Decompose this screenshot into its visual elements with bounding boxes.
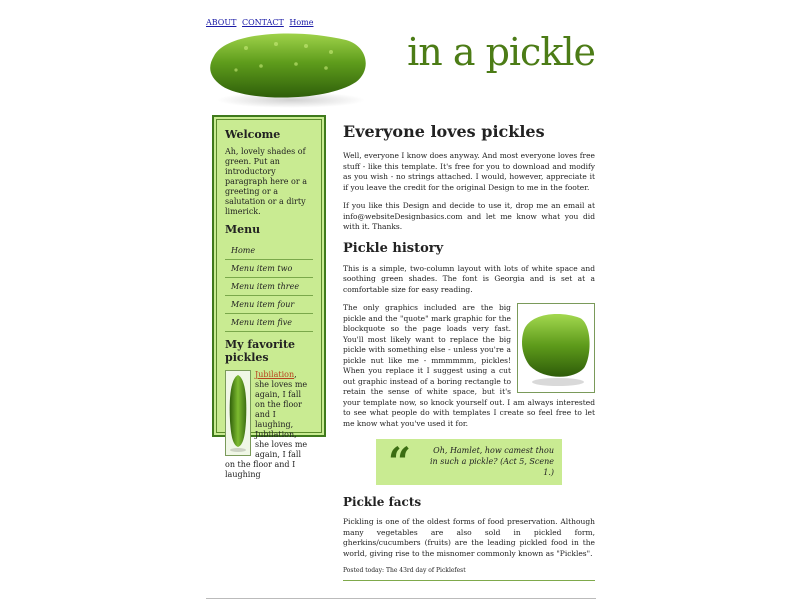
facts-paragraph: Pickling is one of the oldest forms of food preservation. Although many vegetables are also sold in pickled form, gherkins/cucumbers (fruits) are the leading pickled food in the world, giving rise to the misnomer commonly known as "Pickles". (343, 517, 595, 558)
history-paragraph-1: This is a simple, two-column layout with lots of white space and soothing green shades. The font is Georgia and is set at a comfortable size for easy reading. (343, 263, 595, 294)
posted-date: Posted today: The 43rd day of Picklefest (343, 567, 466, 574)
welcome-heading: Welcome (225, 128, 281, 141)
menu-heading: Menu (225, 223, 261, 236)
post-divider (343, 580, 595, 581)
favorite-pickles-heading: My favorite pickles (225, 338, 296, 364)
favorite-pickles-text: , she loves me again, I fall on the floor and I laughing, Jubilation, she loves me again, I fall on the floor and I laughing (225, 370, 308, 479)
history-paragraph-2: The only graphics included are the big pickle and the "quote" mark graphic for the blockquote so the page loads very fast. You'll most likely want to replace the big pickle with something else - unless you're a pickle nut like me - mmmmmm, pickles! When you replace it I suggest using a cut out graphic instead of a boring rectangle to retain the sense of white space, but it's your template now, so knock yourself out. I am always interested to see what people do with templates I create so feel free to let me know what you've used it for. (343, 303, 595, 428)
pickle-facts-heading: Pickle facts (343, 495, 422, 509)
sidebar (212, 115, 326, 479)
sidebar-inner (216, 119, 322, 479)
menu-item-two[interactable]: Menu item two (225, 260, 313, 278)
intro-paragraph-2: If you like this Design and decide to use it, drop me an email at info@websiteDesignbasics.com and let me know what you did with it. Thanks. (343, 201, 595, 231)
footer-divider (206, 598, 596, 599)
intro-paragraph-1: Well, everyone I know does anyway. And most everyone loves free stuff - like this template. It's free for you to download and modify as you wish - no strings attached. I would, however, appreciate it if you leave the credit for the original Design to me in the footer. (343, 151, 595, 192)
hero-pickle-image (206, 26, 371, 106)
menu-item-five[interactable]: Menu item five (225, 314, 313, 332)
quote-text: Oh, Hamlet, how camest thou in such a pickle? (Act 5, Scene 1.) (429, 446, 554, 477)
pickle-history-heading: Pickle history (343, 240, 444, 256)
jubilation-link[interactable]: Jubilation (255, 370, 295, 379)
small-pickle-image (225, 370, 251, 456)
sidebar-menu (225, 242, 313, 332)
welcome-text: Ah, lovely shades of green. Put an introductory paragraph here or a greeting or a salutation or a dirty limerick. (225, 147, 307, 216)
main-content (343, 122, 595, 581)
nav-link-about[interactable]: ABOUT (206, 18, 237, 27)
favorite-pickles-block (225, 370, 313, 480)
main-heading: Everyone loves pickles (343, 122, 545, 141)
hamlet-blockquote (376, 439, 562, 485)
nav-link-contact[interactable]: CONTACT (242, 18, 284, 27)
menu-item-home[interactable]: Home (225, 242, 313, 260)
quote-mark-icon: “ (388, 439, 412, 486)
pickle-inline-image (517, 303, 595, 393)
site-title: in a pickle (407, 30, 595, 74)
nav-link-home[interactable]: Home (289, 18, 314, 27)
menu-item-four[interactable]: Menu item four (225, 296, 313, 314)
history-paragraph-2-wrap (343, 303, 595, 429)
menu-item-three[interactable]: Menu item three (225, 278, 313, 296)
